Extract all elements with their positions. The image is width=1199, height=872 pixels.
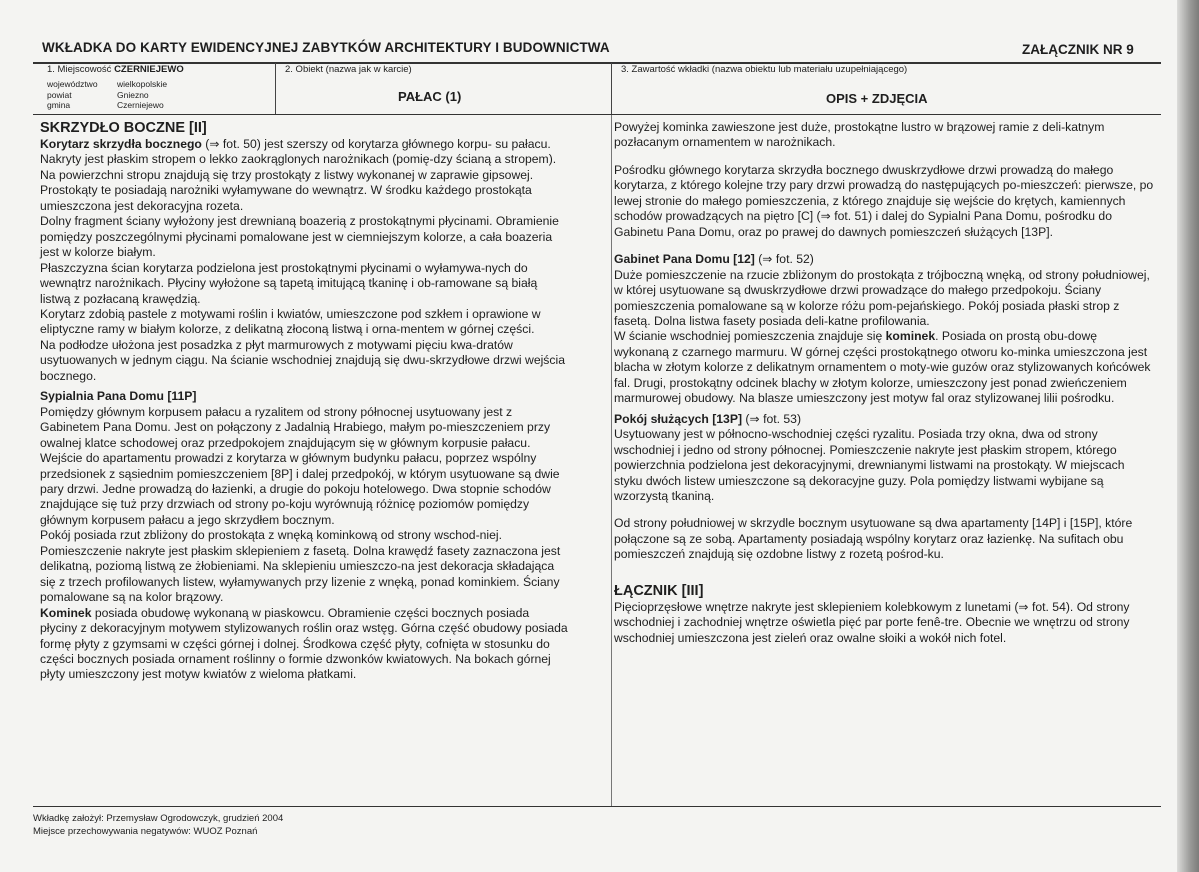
paragraph [40, 137, 568, 214]
location-table [47, 79, 167, 111]
paragraph [614, 329, 1154, 406]
paragraph: Pomiędzy głównym korpusem pałacu a ryzalitem od strony północnej usytuowany jest z Gabinetem Pana Domu. Jest on połączony z Jadalnią Hrabiego, małym po-mieszczeniem przy owalnej klatce schodowej oraz przedpokojem znajdującym się w głównym korpusie pałacu. [40, 404, 551, 450]
paragraph: Pośrodku głównego korytarza skrzydła bocznego dwuskrzydłowe drzwi prowadzą do małego korytarza, z którego kolejne trzy pary drzwi prowadzą do następujących po-mieszczeń: pierwsze, po lewej stronie do małego pomieszczenia, z którego znajduje się wejście do krętych, kamiennych schodów prowadzących na piętro [C] (⇒ fot. 51) i dalej do Sypialni Pana Domu, pośrodku do Gabinetu Pana Domu, oraz po prawej do dawnych pomieszczeń służących [13P]. [614, 162, 1154, 239]
location-row-value: wielkopolskie [117, 79, 168, 89]
location-key: województwo [47, 79, 98, 89]
footer [33, 812, 283, 838]
room-heading [614, 412, 1154, 427]
room-heading [614, 252, 1154, 267]
scan-edge [1177, 0, 1199, 872]
paragraph: Dolny fragment ściany wyłożony jest drewnianą boazerią z prostokątnymi płycinami. Obramienie pomiędzy poszczególnymi płycinami pomalowane jest w ciemniejszym kolorze, a cała boazeria jest w kolorze białym. [40, 214, 559, 260]
room-title: Korytarz skrzydła bocznego [40, 137, 202, 151]
paragraph: Pokój posiada rzut zbliżony do prostokąta z wnęką kominkową od strony wschod-niej. Pomieszczenie nakryte jest płaskim sklepieniem z fasetą. Dolna krawędź fasety zaznaczona jest delikatną, poziomą listwą ze żłobieniami. Na sklepieniu umieszczo-na jest dekoracja składająca się z trzech profilowanych listew, wyłamywanych przy lizenie z wnęką, ponad kominkiem. Ściany pomalowane są na kolor brązowy. [40, 528, 561, 605]
location-row [47, 100, 167, 111]
spacer [614, 240, 1154, 252]
section-title: SKRZYDŁO BOCZNE [II] [40, 120, 207, 136]
location-row [47, 90, 167, 101]
document-title: WKŁADKA DO KARTY EWIDENCYJNEJ ZABYTKÓW ARCHITEKTURY I BUDOWNICTWA [42, 40, 610, 55]
paragraph: Korytarz zdobią pastele z motywami roślin i kwiatów, umieszczone pod szkłem i oprawione w eliptyczne ramy w białym kolorze, z delikatną złoconą listwą i orna-mentem w górnej części. [40, 306, 541, 337]
field-divider [275, 63, 276, 114]
location-row [47, 79, 167, 90]
spacer [614, 504, 1154, 516]
fields-rule [33, 114, 1161, 115]
header-rule [33, 62, 1161, 64]
location-row-value: Gniezno [117, 89, 149, 100]
room-title-suffix: (⇒ fot. 50) jest szerszy od korytarza głównego korpu- [201, 137, 492, 151]
field-divider [611, 63, 612, 114]
paragraph: Od strony południowej w skrzydle bocznym usytuowane są dwa apartamenty [14P] i [15P], które połączone są ze sobą. Apartamenty posiadają wspólny korytarz oraz łazienkę. Na sufitach obu pomieszczeń znajdują się ozdobne listwy z rozetą pośrod-ku. [614, 516, 1133, 562]
location-label [47, 64, 184, 75]
location-key: gmina [47, 100, 71, 110]
spacer [614, 151, 1154, 163]
location-label-text: 1. Miejscowość [47, 64, 115, 75]
paragraph [40, 606, 568, 683]
contents-label: 3. Zawartość wkładki (nazwa obiektu lub materiału uzupełniającego) [621, 64, 908, 75]
paragraph-text: posiada obudowę wykonaną w piaskowcu. Obramienie części bocznych posiada płyciny z dekoracyjnym motywem stylizowanych roślin oraz wstęg. Górna część obudowy posiada formę płyty z gzymsami w części górnej i dolnej. Środkowa część płyty, cofnięta w stosunku do części bocznych posiada ornament roślinny o formie dzwonków kwiatowych. Na bokach górnej płyty umieszczony jest motyw kwiatów z wieloma płatkami. [40, 605, 568, 682]
paragraph: Usytuowany jest w północno-wschodniej części ryzalitu. Posiada trzy okna, dwa od strony wschodniej i jedno od strony północnej. Pomieszczenie nakryte jest płaskim stropem, którego powierzchnia podzielona jest dekoracyjnymi, drewnianymi listwami na prostokąty. W miejscach styku dwóch listew umieszczone są dekoracyjne guzy. Pola pomiędzy listwami wybijane są wzorzystą tkaniną. [614, 427, 1125, 503]
paragraph-text: W ścianie wschodniej pomieszczenia znajduje się [614, 329, 886, 344]
fireplace-term: kominek [885, 329, 936, 344]
location-key: powiat [47, 89, 72, 100]
paragraph-text: su pałacu. Nakryty jest płaskim stropem o lekko zaokrąglonych narożnikach (pomię-dzy ścianą a stropem). Na powierzchni stropu znajdują się trzy prostokąty z listwy wykonanej w zaprawie gipsowej. Prostokąty te posiadają narożniki wyłamywane do wewnątrz. W środku każdego prostokąta umieszczona jest dekoracyjna rozeta. [40, 137, 557, 213]
room-title-suffix: (⇒ fot. 52) [754, 252, 814, 267]
room-title-suffix: (⇒ fot. 53) [742, 411, 802, 426]
spacer [614, 563, 1154, 583]
paragraph: Duże pomieszczenie na rzucie zbliżonym do prostokąta z trójboczną wnęką, od strony południowej, w której usytuowane są dwuskrzydłowe drzwi prowadzące do małego przedpokoju. Ściany pomieszczenia pomalowane są w kolorze różu pom-pejańskiego. Pokój posiada płaski strop z fasetą. Dolna listwa fasety posiada deli-katne profilowania. [614, 267, 1150, 328]
room-title: Sypialnia Pana Domu [11P] [40, 389, 197, 404]
paragraph: Pięcioprzęsłowe wnętrze nakryte jest sklepieniem kolebkowym z lunetami (⇒ fot. 54). Od strony wschodniej i zachodniej wnętrze oświetla pięć par porte fenê-tre. Obecnie we wnętrzu od strony wschodniej umieszczona jest zieleń oraz owalne słoiki a wokół nich fotel. [614, 599, 1130, 645]
footer-negatives: Miejsce przechowywania negatywów: WUOZ Poznań [33, 826, 258, 837]
footer-created-by: Wkładkę założył: Przemysław Ogrodowczyk, grudzień 2004 [33, 813, 284, 824]
room-title: Gabinet Pana Domu [12] [614, 252, 755, 267]
paragraph: Na podłodze ułożona jest posadzka z płyt marmurowych z motywami pięciu kwa-dratów usytuowanych w jednym ciągu. Na ścianie wschodniej znajdują się dwu-skrzydłowe drzwi wejścia bocznego. [40, 337, 565, 383]
left-column [40, 120, 568, 683]
object-label: 2. Obiekt (nazwa jak w karcie) [285, 64, 412, 75]
paragraph: Powyżej kominka zawieszone jest duże, prostokątne lustro w brązowej ramie z deli-katnym pozłacanym ornamentem w narożnikach. [614, 120, 1105, 150]
paragraph: Wejście do apartamentu prowadzi z korytarza w głównym budynku pałacu, poprzez wspólny przedsionek z sąsiednim pomieszczeniem [8P] i dalej przedpokój, w którym usytuowane są dwie pary drzwi. Jedne prowadzą do łazienki, a drugie do pokoju hotelowego. Dwa stopnie schodów znajdujące się tuż przy drzwiach od strony po-koju wyrównują różnicę poziomów pomiędzy głównym korpusem pałacu a jego skrzydłem bocznym. [40, 451, 560, 527]
footer-rule [33, 806, 1161, 807]
contents-value: OPIS + ZDJĘCIA [826, 91, 928, 106]
object-value: PAŁAC (1) [398, 89, 462, 104]
section-title: ŁĄCZNIK [III] [614, 582, 704, 599]
location-row-value: Czerniejewo [117, 100, 164, 110]
fireplace-term: Kominek [40, 605, 92, 620]
right-column [614, 120, 1154, 646]
paragraph: Płaszczyzna ścian korytarza podzielona jest prostokątnymi płycinami o wyłamywa-nych do wewnątrz narożnikach. Płyciny wyłożone są tapetą imitującą tkaninę i ob-ramowane są białą listwą z pozłacaną krawędzią. [40, 260, 538, 306]
location-value: CZERNIEJEWO [114, 64, 184, 75]
paragraph-text: . Posiada on prostą obu-dowę wykonaną z czarnego marmuru. W górnej części prostokątnego otworu ko-minka umieszczona jest blacha w złotym kolorze z delikatnym ornamentem o moty-wie guzów oraz stylizowanych końcówek fal. Drugi, prostokątny odcinek blachy w złotym kolorze, umieszczony jest ponad zwieńczeniem marmurowej obudowy. Na blasze umieszczony jest motyw fal oraz stylizowanej lilii pośrodku. [614, 329, 1151, 406]
room-title: Pokój służących [13P] [614, 411, 743, 426]
column-divider [611, 115, 612, 806]
annex-number: ZAŁĄCZNIK NR 9 [1022, 42, 1134, 57]
